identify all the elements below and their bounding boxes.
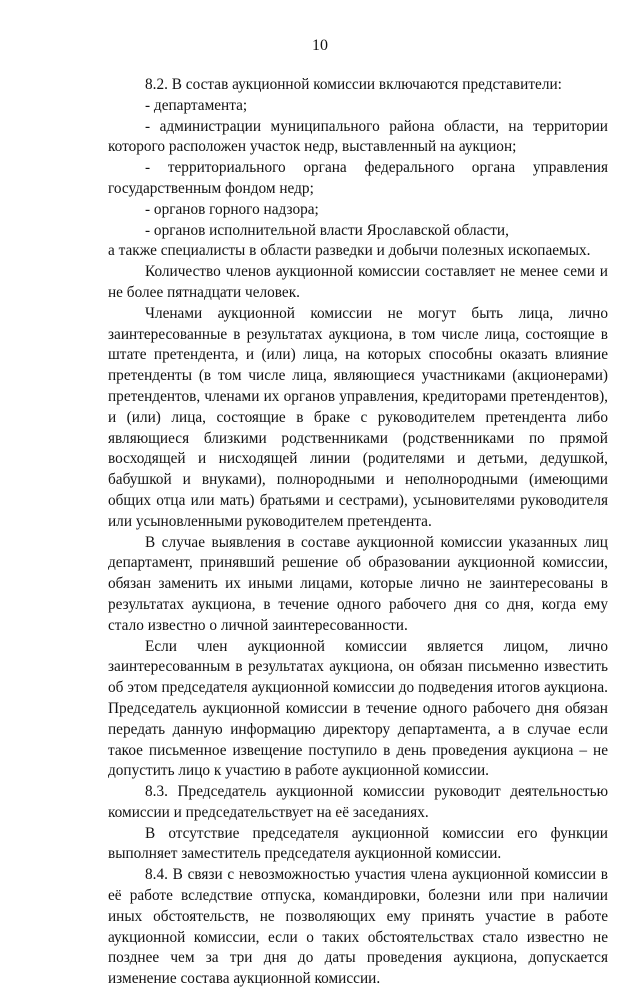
paragraph: Если член аукционной комиссии является лицом, лично заинтересованным в результатах аукциона, он обязан письменно известить об этом председателя аукционной комиссии до подведения итогов аукциона. Председатель аукционной комиссии в течение одного рабочего дня обязан передать данную информацию директору департамента, а в случае если такое письменное извещение поступило в день проведения аукциона – не допустить лицо к участию в работе аукционной комиссии. — [108, 637, 608, 780]
paragraph: - администрации муниципального района области, на территории которого расположен участок недр, выставленный на аукцион; — [108, 117, 608, 156]
paragraph: - органов исполнительной власти Ярославской области, — [145, 221, 509, 239]
paragraph: В отсутствие председателя аукционной комиссии его функции выполняет заместитель председателя аукционной комиссии. — [108, 824, 608, 863]
page-number: 10 — [312, 37, 328, 54]
paragraph: 8.3. Председатель аукционной комиссии руководит деятельностью комиссии и председательствует на её заседаниях. — [108, 783, 608, 821]
paragraph: а также специалисты в области разведки и добычи полезных ископаемых. — [108, 242, 591, 260]
paragraph: - территориального органа федерального органа управления государственным фондом недр; — [108, 159, 608, 197]
paragraph: - органов горного надзора; — [145, 200, 319, 218]
paragraph: 8.2. В состав аукционной комиссии включаются представители: — [145, 76, 562, 93]
paragraph: Количество членов аукционной комиссии составляет не менее семи и не более пятнадцати человек. — [108, 263, 608, 301]
paragraph: 8.4. В связи с невозможностью участия члена аукционной комиссии в её работе вследствие отпуска, командировки, болезни или при наличии иных обстоятельств, не позволяющих ему принять участие в работе аукционной комиссии, если о таких обстоятельствах стало известно не позднее чем за три дня до даты проведения аукциона, допускается изменение состава аукционной комиссии. — [108, 866, 608, 988]
document-body — [108, 75, 608, 990]
paragraph: В случае выявления в составе аукционной комиссии указанных лиц департамент, принявший решение об образовании аукционной комиссии, обязан заменить их иными лицами, которые лично не заинтересованы в результатах аукциона, в течение одного рабочего дня со дня, когда ему стало известно о личной заинтересованности. — [108, 533, 608, 634]
paragraph: - департамента; — [145, 96, 248, 114]
paragraph: Членами аукционной комиссии не могут быть лица, лично заинтересованные в результатах аукциона, в том числе лица, состоящие в штате претендента, и (или) лица, на которых способны оказать влияние претенденты (в том числе лица, являющиеся участниками (акционерами) претендентов, членами их органов управления, кредиторами претендентов), и (или) лица, состоящие в браке с руководителем претендента либо являющиеся близкими родственниками (родственниками по прямой восходящей и нисходящей линии (родителями и детьми, дедушкой, бабушкой и внуками), полнородными и неполнородными (имеющими общих отца или мать) братьями и сестрами), усыновителями руководителя или усыновленными руководителем претендента. — [108, 304, 608, 530]
